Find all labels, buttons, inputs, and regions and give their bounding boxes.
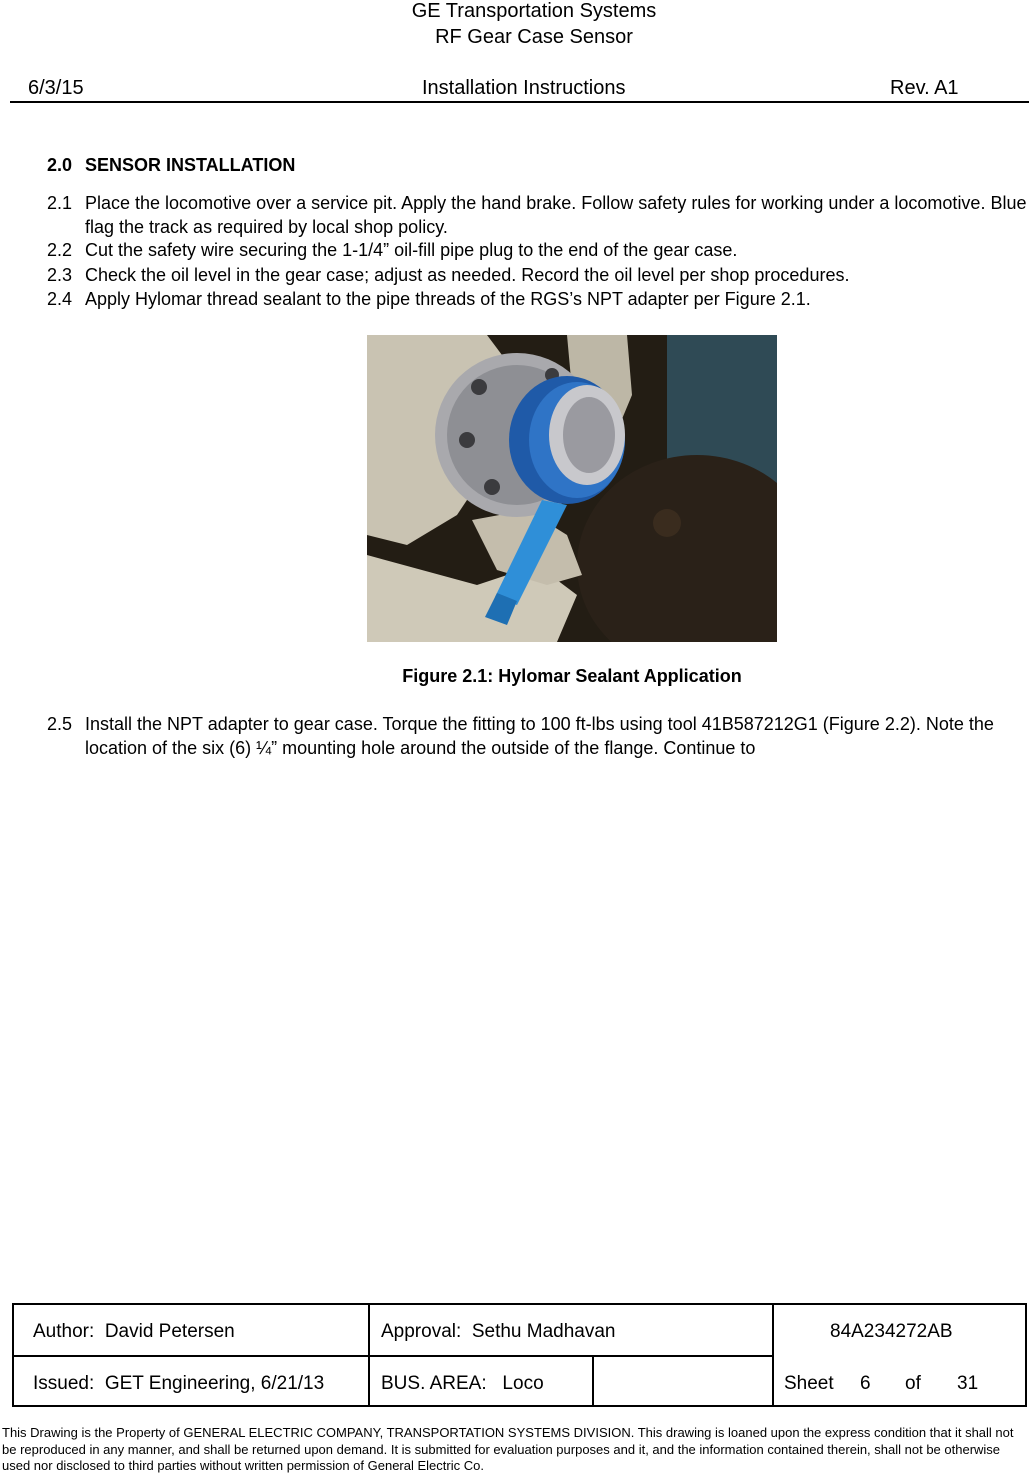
bus-area-field: BUS. AREA: Loco [381, 1373, 544, 1394]
proprietary-notice: This Drawing is the Property of GENERAL ELECTRIC COMPANY, TRANSPORTATION SYSTEMS DIVISION. This drawing is loaned upon the express condition that it shall not be reproduced in any manner, and shall be returned upon demand. It is submitted for evaluation purposes and it, and the information contained therein, shall not be otherwise used nor disclosed to third parties without written permission of General Electric Co. [2, 1425, 1014, 1473]
step-2-1 [47, 192, 1029, 239]
step-text: Install the NPT adapter to gear case. Torque the fitting to 100 ft-lbs using tool 41B587212G1 (Figure 2.2). Note the location of the six (6) ¼” mounting hole around the outside of the flange. Continue to [85, 714, 994, 758]
issued-field: Issued: GET Engineering, 6/21/13 [33, 1373, 325, 1394]
sheet-total: 31 [957, 1373, 979, 1394]
header-date: 6/3/15 [28, 77, 84, 99]
step-2-3 [47, 264, 1029, 288]
title-block [12, 1303, 1027, 1407]
step-text: Cut the safety wire securing the 1-1/4” oil-fill pipe plug to the end of the gear case. [85, 240, 738, 260]
author-field: Author: David Petersen [33, 1321, 235, 1342]
of-label: of [905, 1373, 921, 1394]
header-revision: Rev. A1 [890, 77, 959, 99]
step-number: 2.1 [47, 193, 73, 213]
header-divider [10, 101, 1029, 103]
step-text: Apply Hylomar thread sealant to the pipe threads of the RGS’s NPT adapter per Figure 2.1. [85, 289, 811, 309]
header-product: RF Gear Case Sensor [435, 26, 633, 48]
doc-number-field: 84A234272AB [830, 1321, 953, 1342]
step-text: Place the locomotive over a service pit. Apply the hand brake. Follow safety rules for working under a locomotive. Blue flag the track as required by local shop policy. [85, 193, 1027, 237]
step-2-4 [47, 288, 1029, 312]
step-number: 2.4 [47, 289, 73, 309]
step-number: 2.2 [47, 240, 73, 260]
approval-field: Approval: Sethu Madhavan [381, 1321, 616, 1342]
section-heading [47, 155, 295, 176]
section-title: SENSOR INSTALLATION [85, 155, 296, 175]
title-block-divider [14, 1355, 773, 1357]
sheet-number: 6 [860, 1373, 871, 1394]
title-block-divider [592, 1355, 594, 1405]
step-2-2 [47, 239, 1029, 263]
figure-photo [367, 335, 777, 642]
step-2-5 [47, 713, 1029, 760]
step-number: 2.5 [47, 714, 73, 734]
header-company: GE Transportation Systems [411, 0, 657, 22]
sealant-application-photo [367, 335, 777, 642]
figure-caption: Figure 2.1: Hylomar Sealant Application [402, 666, 742, 686]
header-doc-title: Installation Instructions [422, 77, 626, 99]
sheet-label: Sheet [784, 1373, 834, 1394]
section-number: 2.0 [47, 155, 73, 175]
step-number: 2.3 [47, 265, 73, 285]
step-text: Check the oil level in the gear case; adjust as needed. Record the oil level per shop procedures. [85, 265, 850, 285]
